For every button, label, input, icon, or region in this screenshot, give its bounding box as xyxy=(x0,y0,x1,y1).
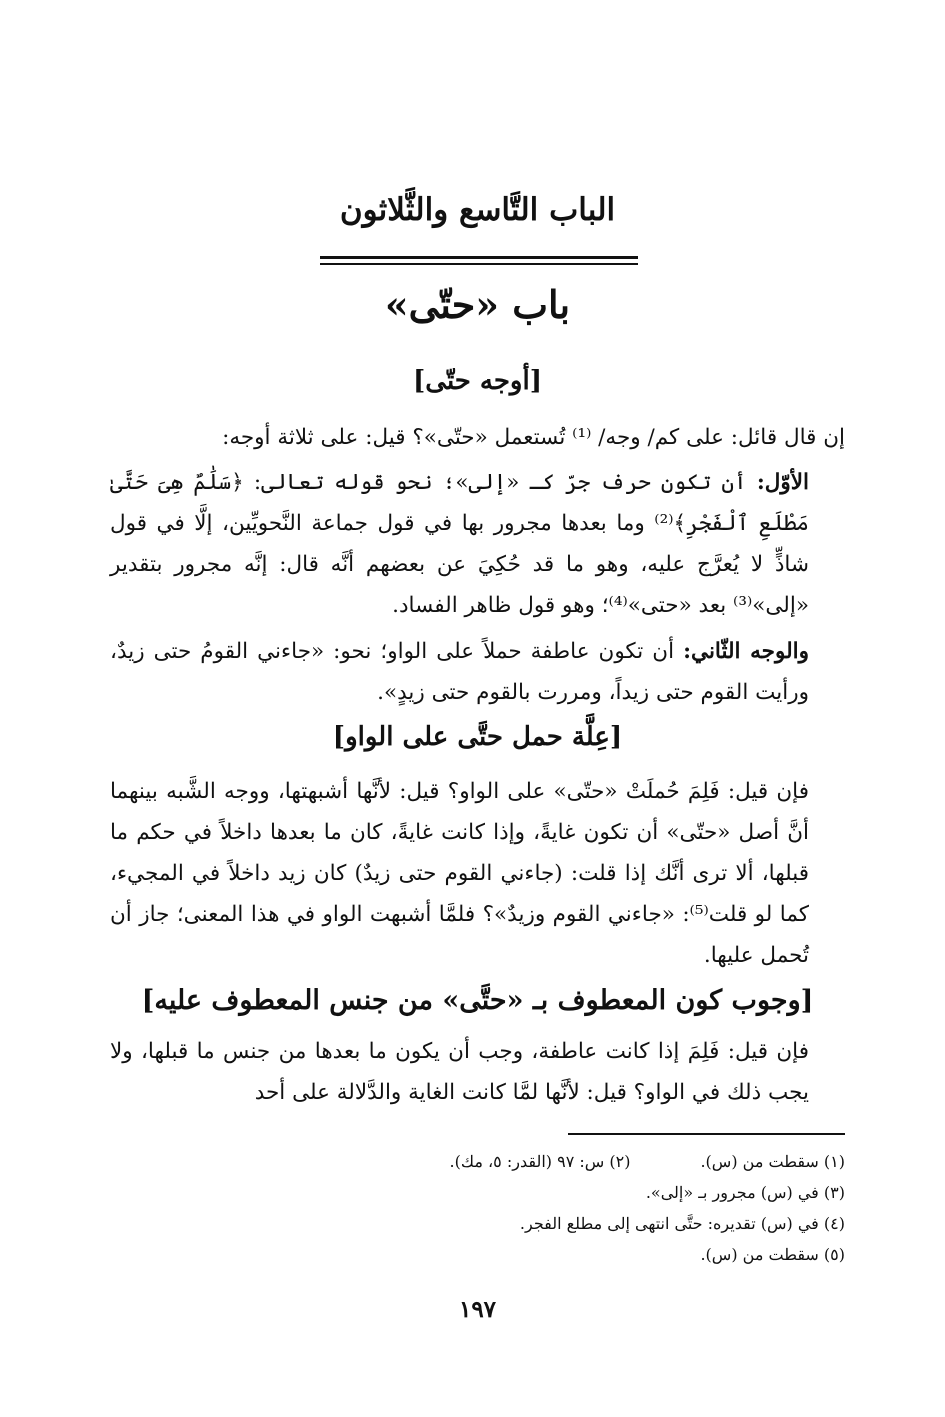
subheading-requirement: [وجوب كون المعطوف بـ «حتَّى» من جنس المعطوف عليه] xyxy=(141,985,814,1016)
paragraph-second-aspect xyxy=(110,631,845,713)
paragraph-body-second: أن تكون عاطفة حملاً على الواو؛ نحو: «جاءني القومُ حتى زيدٌ، ورأيت القوم حتى زيداً، ومررت بالقوم حتى زيدٍ». xyxy=(110,639,809,705)
paragraph-body-first: أن تكون حرف جرّ كـ «إلى»؛ نحو قوله تعالى: ﴿سَلَٰمٌ هِىَ حَتَّىٰ مَطْلَعِ ٱلْفَجْرِ﴾⁽²⁾ وما بعدها مجرور بها في قول جماعة النَّحويِّين، إلَّا في قول شاذٍّ لا يُعرَّج عليه، وهو ما قد حُكِيَ عن بعضهم أنَّه قال: إنَّه مجرور بتقدير «إلى»⁽³⁾ بعد «حتى»⁽⁴⁾؛ وهو قول ظاهر الفساد. xyxy=(110,470,810,618)
footnote-1: (١) سقطت من (س). xyxy=(700,1152,845,1171)
footnote-4: (٤) في (س) تقديره: حتَّى انتهى إلى مطلع الفجر. xyxy=(519,1214,845,1233)
footnote-row xyxy=(110,1208,845,1239)
footnote-row xyxy=(110,1239,845,1270)
footnotes xyxy=(110,1146,845,1270)
book-page xyxy=(110,0,845,1417)
subheading-aspects: [أوجه حتّى] xyxy=(412,366,543,396)
title-divider xyxy=(320,256,638,259)
section-title: باب «حتّى» xyxy=(384,282,571,327)
footnote-row xyxy=(110,1146,845,1177)
footnote-5: (٥) سقطت من (س). xyxy=(700,1245,845,1264)
title-divider-second xyxy=(320,263,638,265)
page-number: ١٩٧ xyxy=(458,1296,497,1323)
paragraph-reason: فإن قيل: فَلِمَ حُملَتْ «حتّى» على الواو؟ قيل: لأنَّها أشبهتها، ووجه الشَّبه بينهما أنَّ أصل «حتّى» أن تكون غايةً، وإذا كانت غايةً، كان ما بعدها داخلاً في حكم ما قبلها، ألا ترى أنَّك إذا قلت: (جاءني القوم حتى زيدٌ) كان زيد داخلاً في المجيء، كما لو قلت⁽⁵⁾: «جاءني القوم وزيدٌ»؟ فلمَّا أشبهت الواو في هذا المعنى؛ جاز أن تُحمل عليها. xyxy=(110,779,809,968)
footnote-2: (٢) س: ٩٧ (القدر: ٥، مك). xyxy=(449,1152,631,1171)
paragraph-requirement: فإن قيل: فَلِمَ إذا كانت عاطفة، وجب أن يكون ما بعدها من جنس ما قبلها، ولا يجب ذلك في الواو؟ قيل: لأنَّها لمَّا كانت الغاية والدَّلالة على أحد xyxy=(110,1039,809,1105)
paragraph-lead-first: الأوّل: xyxy=(756,470,809,495)
paragraph-question: إن قال قائل: على كم/ وجه/ ⁽¹⁾ تُستعمل «حتّى»؟ قيل: على ثلاثة أوجه: xyxy=(222,425,845,450)
footnote-3: (٣) في (س) مجرور بـ «إلى». xyxy=(645,1183,845,1202)
paragraph-lead-second: والوجه الثّاني: xyxy=(683,639,809,664)
footnote-row xyxy=(110,1177,845,1208)
subheading-reason: [عِلَّة حمل حتَّى على الواو] xyxy=(332,722,623,752)
chapter-title: الباب التَّاسع والثَّلاثون xyxy=(339,192,616,228)
footnote-divider xyxy=(568,1133,845,1135)
paragraph-first-aspect xyxy=(110,462,845,626)
